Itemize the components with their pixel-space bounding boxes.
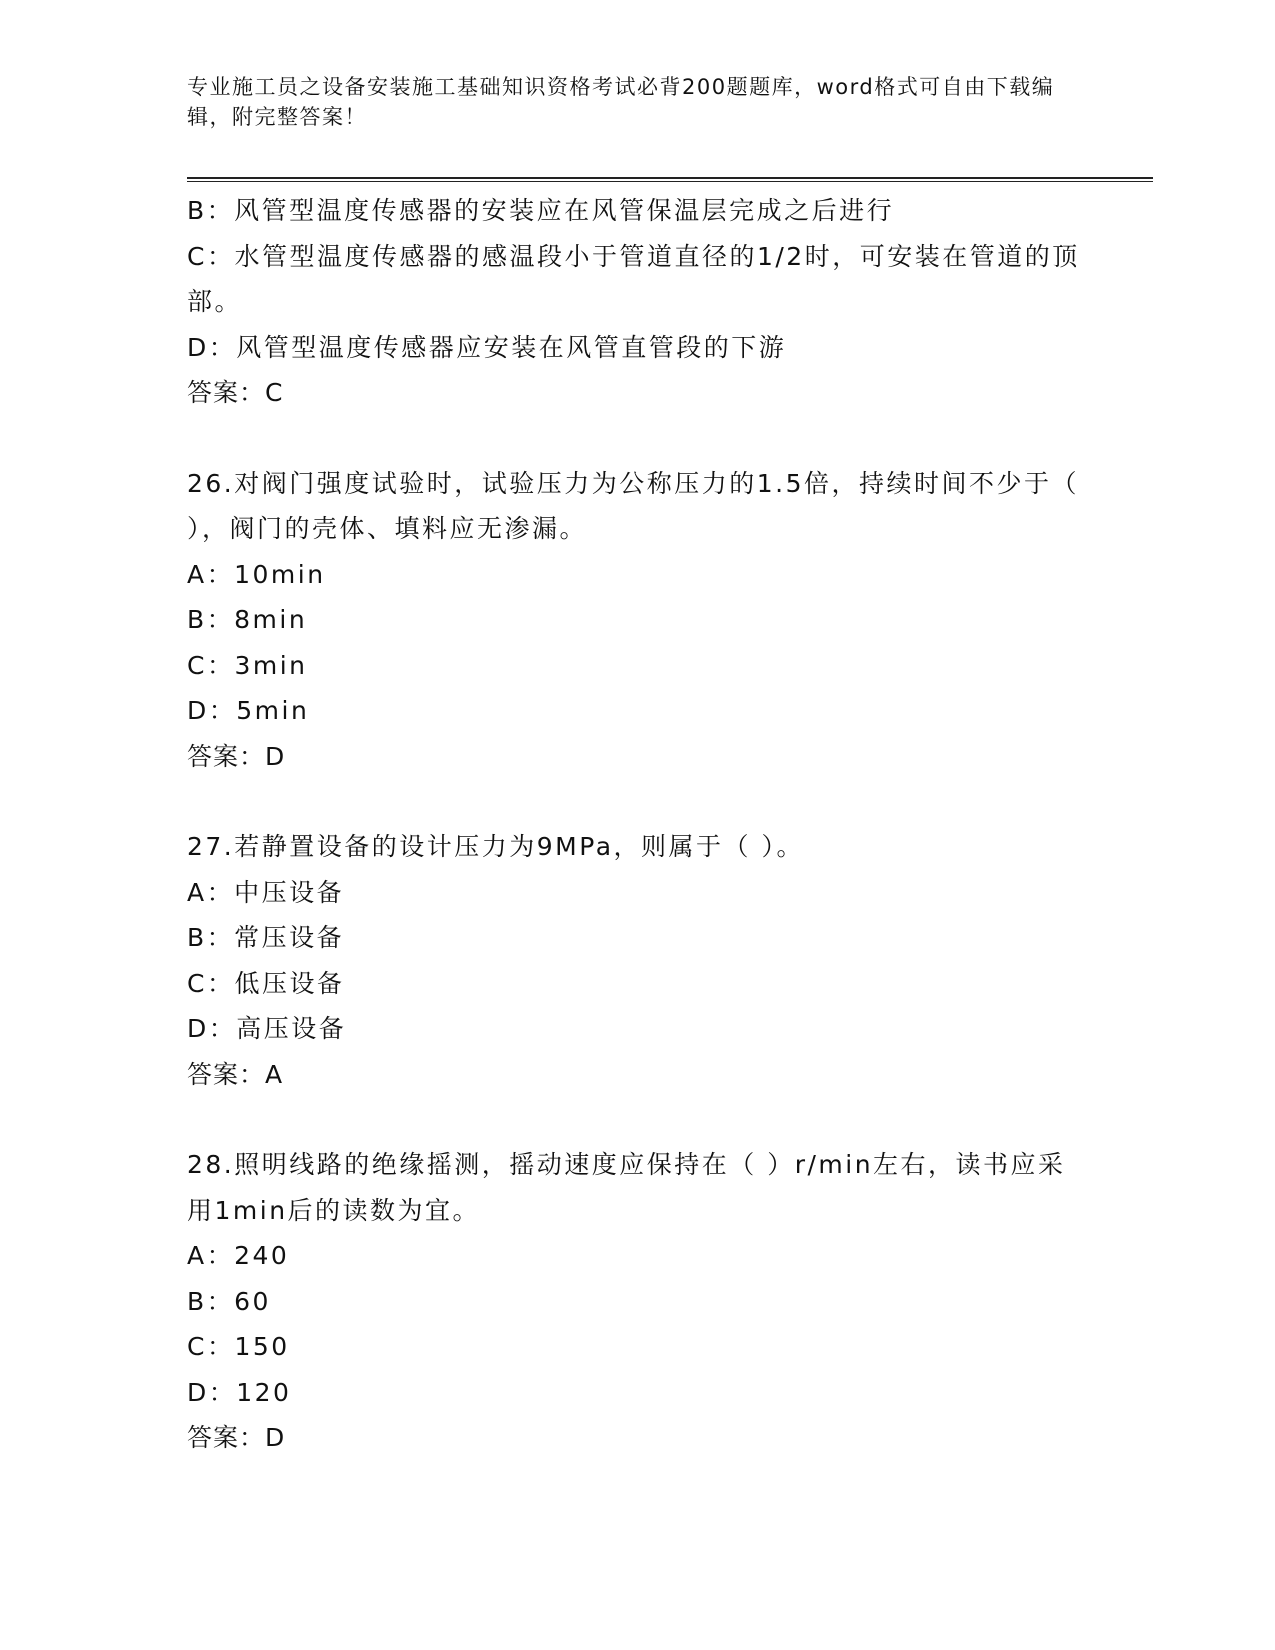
question-27 [187,824,1087,1097]
option-a: A：240 [187,1241,290,1270]
spacer [187,416,1087,461]
option-c: C：水管型温度传感器的感温段小于管道直径的1/2时，可安装在管道的顶部。 [187,241,1080,316]
header-divider [187,177,1153,182]
option-d: D：120 [187,1377,292,1407]
option-d: D：5min [187,696,310,725]
document-body [187,188,1087,1461]
answer-line: 答案：D [187,741,286,771]
option-a: A：10min [187,559,326,589]
option-d: D：风管型温度传感器应安装在风管直管段的下游 [187,332,787,362]
question-28 [187,1142,1087,1461]
question-stem: 27.若静置设备的设计压力为9MPa，则属于（ ）。 [187,832,804,861]
document-header: 专业施工员之设备安装施工基础知识资格考试必背200题题库，word格式可自由下载编辑，附完整答案！ [187,75,1055,129]
question-stem: 28.照明线路的绝缘摇测，摇动速度应保持在（ ）r/min左右，读书应采用1min后的读数为宜。 [187,1150,1066,1225]
question-26 [187,461,1087,780]
option-b: B：60 [187,1286,271,1316]
spacer [187,1097,1087,1142]
option-b: B：8min [187,605,308,634]
question-fragment [187,188,1087,416]
question-stem: 26.对阀门强度试验时，试验压力为公称压力的1.5倍，持续时间不少于（ ），阀门的壳体、填料应无渗漏。 [187,468,1080,543]
answer-line: 答案：D [187,1423,286,1452]
option-c: C：低压设备 [187,968,345,998]
option-b: B：常压设备 [187,923,345,952]
option-c: C：3min [187,650,308,680]
answer-line: 答案：A [187,1059,284,1089]
option-a: A：中压设备 [187,877,345,907]
spacer [187,779,1087,824]
option-c: C：150 [187,1332,290,1361]
answer-line: 答案：C [187,378,284,407]
option-b: B：风管型温度传感器的安装应在风管保温层完成之后进行 [187,196,895,225]
option-d: D：高压设备 [187,1014,347,1043]
